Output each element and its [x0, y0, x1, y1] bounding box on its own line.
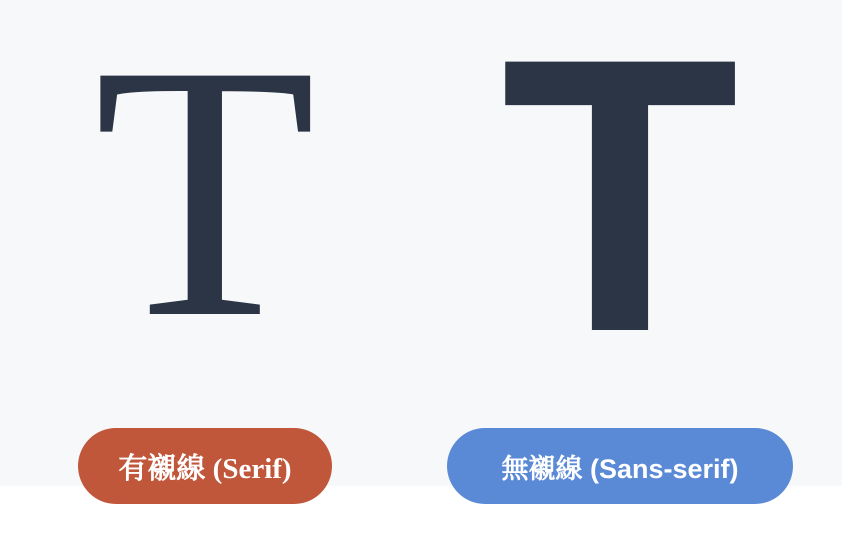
serif-label-text: 有襯線 (Serif) [118, 452, 292, 485]
sans-serif-letter-specimen: T [500, 0, 740, 413]
sans-serif-label-text: 無襯線 (Sans-serif) [501, 453, 739, 484]
serif-label-badge [78, 428, 332, 504]
sans-serif-label-badge [447, 428, 793, 504]
serif-letter-specimen: T [93, 0, 317, 393]
